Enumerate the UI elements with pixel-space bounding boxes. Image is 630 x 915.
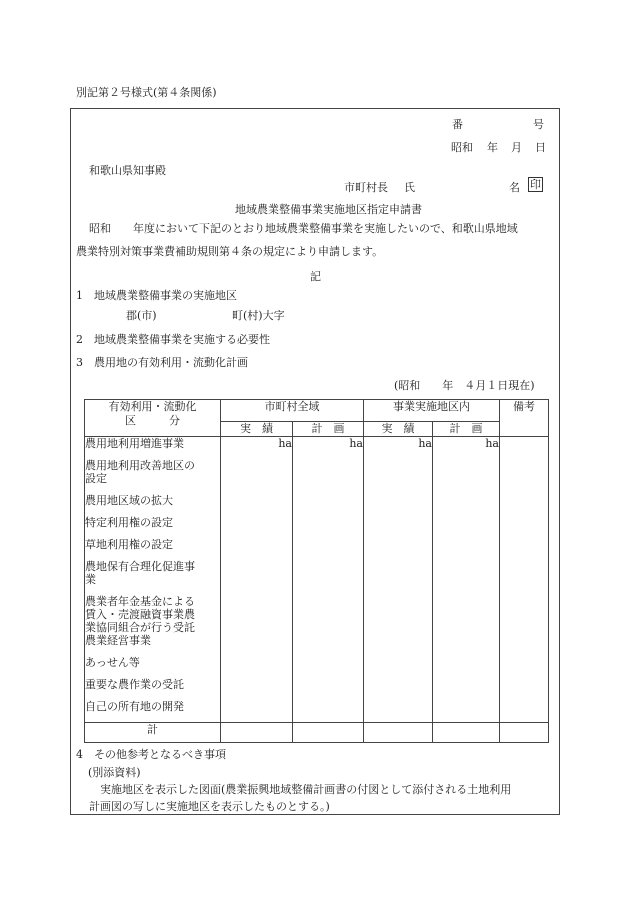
category-item: 農業者年金基金による 賃入・売渡融資事業農 業協同組合が行う受託 農業経営事業 — [85, 595, 195, 647]
category-item: 特定利用権の設定 — [85, 516, 173, 529]
header-category-line-1: 有効利用・流動化 — [108, 400, 197, 413]
category-item: 自己の所有地の開発 — [85, 700, 184, 713]
table-row-total — [85, 723, 549, 743]
seal-stamp: 印 — [530, 178, 541, 191]
applicant-title: 市町村長 — [344, 181, 388, 194]
total-plan-project — [433, 723, 500, 743]
item-2: 2 地域農業整備事業を実施する必要性 — [76, 333, 270, 346]
attachment-line-2: 計画図の写しに実施地区を表示したものとする。) — [89, 800, 330, 813]
sub-plan-municipal: 計 画 — [293, 422, 364, 437]
unit-actual-municipal: ha — [221, 437, 293, 723]
total-label: 計 — [85, 723, 221, 743]
item-1-district: 郡(市) — [126, 309, 157, 322]
item-3: 3 農用地の有効利用・流動化計画 — [76, 356, 248, 369]
number-label-left: 番 — [452, 118, 463, 131]
category-item: 農用地区域の拡大 — [85, 494, 173, 507]
header-category — [85, 400, 221, 437]
header-project-area: 事業実施地区内 — [364, 400, 500, 422]
date-month: 月 — [511, 141, 522, 154]
unit-plan-municipal: ha — [293, 437, 364, 723]
date-year: 年 — [487, 141, 498, 154]
header-category-line-2: 区 分 — [125, 414, 180, 427]
attachment-line-1: 実施地区を表示した図面(農業振興地域整備計画書の付図として添付される土地利用 — [100, 783, 512, 796]
sub-plan-project: 計 画 — [433, 422, 500, 437]
total-actual-municipal — [221, 723, 293, 743]
category-item: 農用地利用改善地区の 設定 — [85, 459, 195, 485]
remarks-cell — [500, 437, 549, 723]
seal-mark — [528, 177, 543, 192]
sub-actual-project: 実 績 — [364, 422, 433, 437]
addressee: 和歌山県知事殿 — [89, 164, 166, 177]
total-actual-project — [364, 723, 433, 743]
header-remarks: 備考 — [500, 400, 549, 437]
attachment-label: (別添資料) — [88, 766, 141, 779]
date-day: 日 — [535, 141, 546, 154]
total-plan-municipal — [293, 723, 364, 743]
unit-actual-project: ha — [364, 437, 433, 723]
land-use-plan-table — [84, 399, 549, 743]
ki-marker: 記 — [310, 270, 321, 283]
category-item: 農用地利用増進事業 — [85, 437, 184, 450]
document-title: 地域農業整備事業実施地区指定申請書 — [235, 203, 422, 216]
applicant-name: 名 — [509, 181, 520, 194]
category-item: 重要な農作業の受託 — [85, 678, 184, 691]
item-1: 1 地域農業整備事業の実施地区 — [76, 289, 237, 302]
number-label-right: 号 — [533, 118, 544, 131]
item-1-town: 町(村)大字 — [232, 309, 285, 322]
as-of-date: (昭和 年 ４月１日現在) — [394, 379, 535, 392]
applicant-honorific: 氏 — [404, 181, 415, 194]
sub-actual-municipal: 実 績 — [221, 422, 293, 437]
body-line-1: 昭和 年度において下記のとおり地域農業整備事業を実施したいので、和歌山県地域 — [89, 222, 518, 235]
total-remarks — [500, 723, 549, 743]
category-item: 農地保有合理化促進事 業 — [85, 560, 195, 586]
header-municipal: 市町村全域 — [221, 400, 364, 422]
item-4: 4 その他参考となるべき事項 — [76, 748, 226, 761]
date-era: 昭和 — [451, 141, 473, 154]
category-item: 草地利用権の設定 — [85, 538, 173, 551]
unit-plan-project: ha — [433, 437, 500, 723]
category-list — [85, 437, 221, 723]
form-title: 別記第２号様式(第４条関係) — [76, 86, 217, 99]
table-row — [85, 437, 549, 723]
body-line-2: 農業特別対策事業費補助規則第４条の規定により申請します。 — [76, 245, 384, 258]
category-item: あっせん等 — [85, 656, 140, 669]
